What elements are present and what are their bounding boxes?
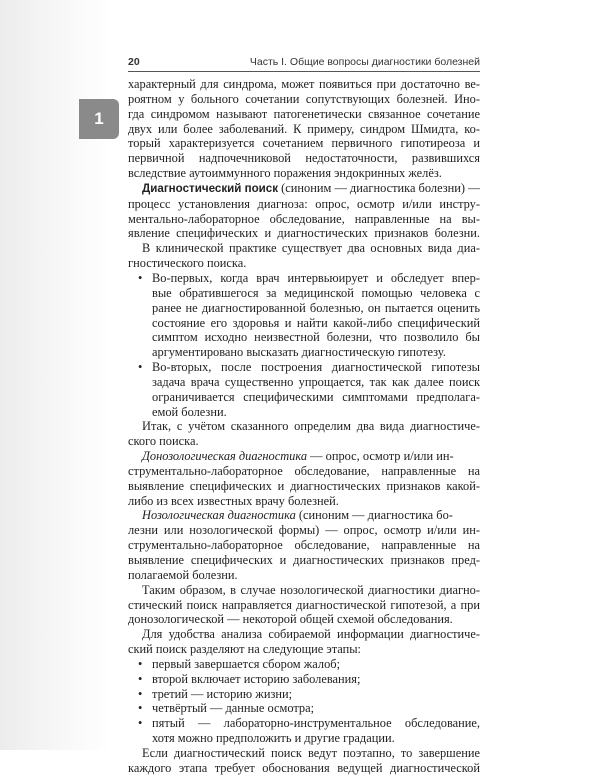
text-line: характерный для синдрома, может появиться при достаточно ве- (128, 77, 480, 91)
text-line: роятном у больного сочетании сопутствующих болезней. Ино- (128, 91, 480, 106)
bullet-item: • Во-вторых, после построения диагностической гипотезы (128, 360, 480, 375)
text-line: состояние его здоровья и найти какой-либо специфический (152, 315, 480, 330)
text-line: ского поиска. (128, 434, 199, 449)
text-line: ментально-лабораторное обследование, направленные на вы- (128, 211, 480, 226)
text-line: симптом исходно неизвестной болезни, что позволило бы (152, 330, 480, 345)
bullet-item: • первый завершается сбором жалоб; (128, 657, 480, 672)
text-line: гностического поиска. (128, 256, 247, 271)
text-line: стический поиск направляется диагностической гипотезой, а при (128, 597, 480, 612)
text-line: лезни или нозологической формы) — опрос, осмотр и/или ин- (128, 523, 480, 538)
text-line: двух или более заболеваний. К примеру, синдром Шмидта, ко- (128, 121, 480, 136)
term-line (128, 181, 480, 197)
page-header (128, 56, 480, 70)
text-line: каждого этапа требует обоснования ведущей диагностической (128, 760, 480, 775)
text-line: торый характеризуется сочетанием первичного гипотиреоза и (128, 136, 480, 151)
text-line: выявление специфических и диагностических признаков пред- (128, 553, 480, 567)
running-head: Часть I. Общие вопросы диагностики болезней (249, 56, 480, 68)
text-span: (синоним — диагностика бо- (295, 508, 453, 523)
text-line: Итак, с учётом сказанного определим два вида диагностиче- (142, 419, 480, 434)
text-line: задача врача существенно упрощается, так как далее поиск (152, 374, 480, 389)
text-line: хотя можно предположить и другие градации. (152, 731, 395, 746)
term-line (128, 508, 480, 523)
chapter-tab: 1 (79, 99, 119, 139)
text-line: полагаемой болезни. (128, 567, 238, 582)
text-line: струментально-лабораторное обследование, направленные на (128, 538, 480, 553)
text-line: либо из всех известных врачу болезней. (128, 493, 339, 508)
term-nosological: Нозологическая диагностика (142, 508, 296, 523)
text-line: струментально-лабораторное обследование, направленные на (128, 463, 480, 478)
text-line: ограничивается специфическими симптомами предполага- (152, 389, 480, 404)
bullet-item: • четвёртый — данные осмотра; (128, 701, 480, 716)
text-line: Если диагностический поиск ведут поэтапно, то завершение (142, 745, 480, 760)
term-diagnostic-search: Диагностический поиск (142, 181, 279, 195)
text-line: вые обратившегося за медицинской помощью человека с (152, 285, 480, 300)
text-line: ский поиск разделяют на следующие этапы: (128, 642, 362, 657)
text-line: выявление специфических и диагностических признаков какой- (128, 478, 480, 493)
page-number: 20 (128, 56, 140, 68)
text-line: емой болезни. (152, 404, 227, 419)
text-line: гда синдромом называют патогенетически связанное сочетание (128, 106, 480, 121)
text-line: В клинической практике существует два основных вида диа- (142, 241, 480, 256)
bullet-item: • Во-первых, когда врач интервьюирует и обследует впер- (128, 271, 480, 286)
text-span: — опрос, осмотр и/или ин- (307, 449, 454, 464)
text-line: процесс установления диагноза: опрос, осмотр и/или инстру- (128, 196, 480, 211)
bullet-item: • пятый — лабораторно-инструментальное обследование, (128, 716, 480, 731)
text-span: (синоним — диагностика болезни) — (278, 180, 480, 195)
text-line: вследствие аутоиммунного поражения эндокринных желёз. (128, 166, 442, 181)
bullet-item: • третий — историю жизни; (128, 687, 480, 702)
text-line: Таким образом, в случае нозологической диагностики диагно- (142, 582, 480, 597)
text-line: донозологической — некоторой общей схемой обследования. (128, 612, 453, 627)
header-rule (128, 71, 480, 72)
term-prenosological: Донозологическая диагностика (142, 449, 308, 464)
text-line: Для удобства анализа собираемой информации диагностиче- (142, 627, 480, 642)
term-line (128, 449, 480, 464)
text-line: аргументировано высказать диагностическую гипотезу. (152, 345, 446, 360)
text-line: первичной надпочечниковой недостаточности, развившихся (128, 151, 480, 166)
body-text (128, 77, 480, 776)
text-line: ранее не диагностированной болезнью, он пытается оценить (152, 300, 480, 315)
text-line: явление специфических и диагностических признаков болезни. (128, 226, 480, 241)
bullet-item: • второй включает историю заболевания; (128, 672, 480, 687)
